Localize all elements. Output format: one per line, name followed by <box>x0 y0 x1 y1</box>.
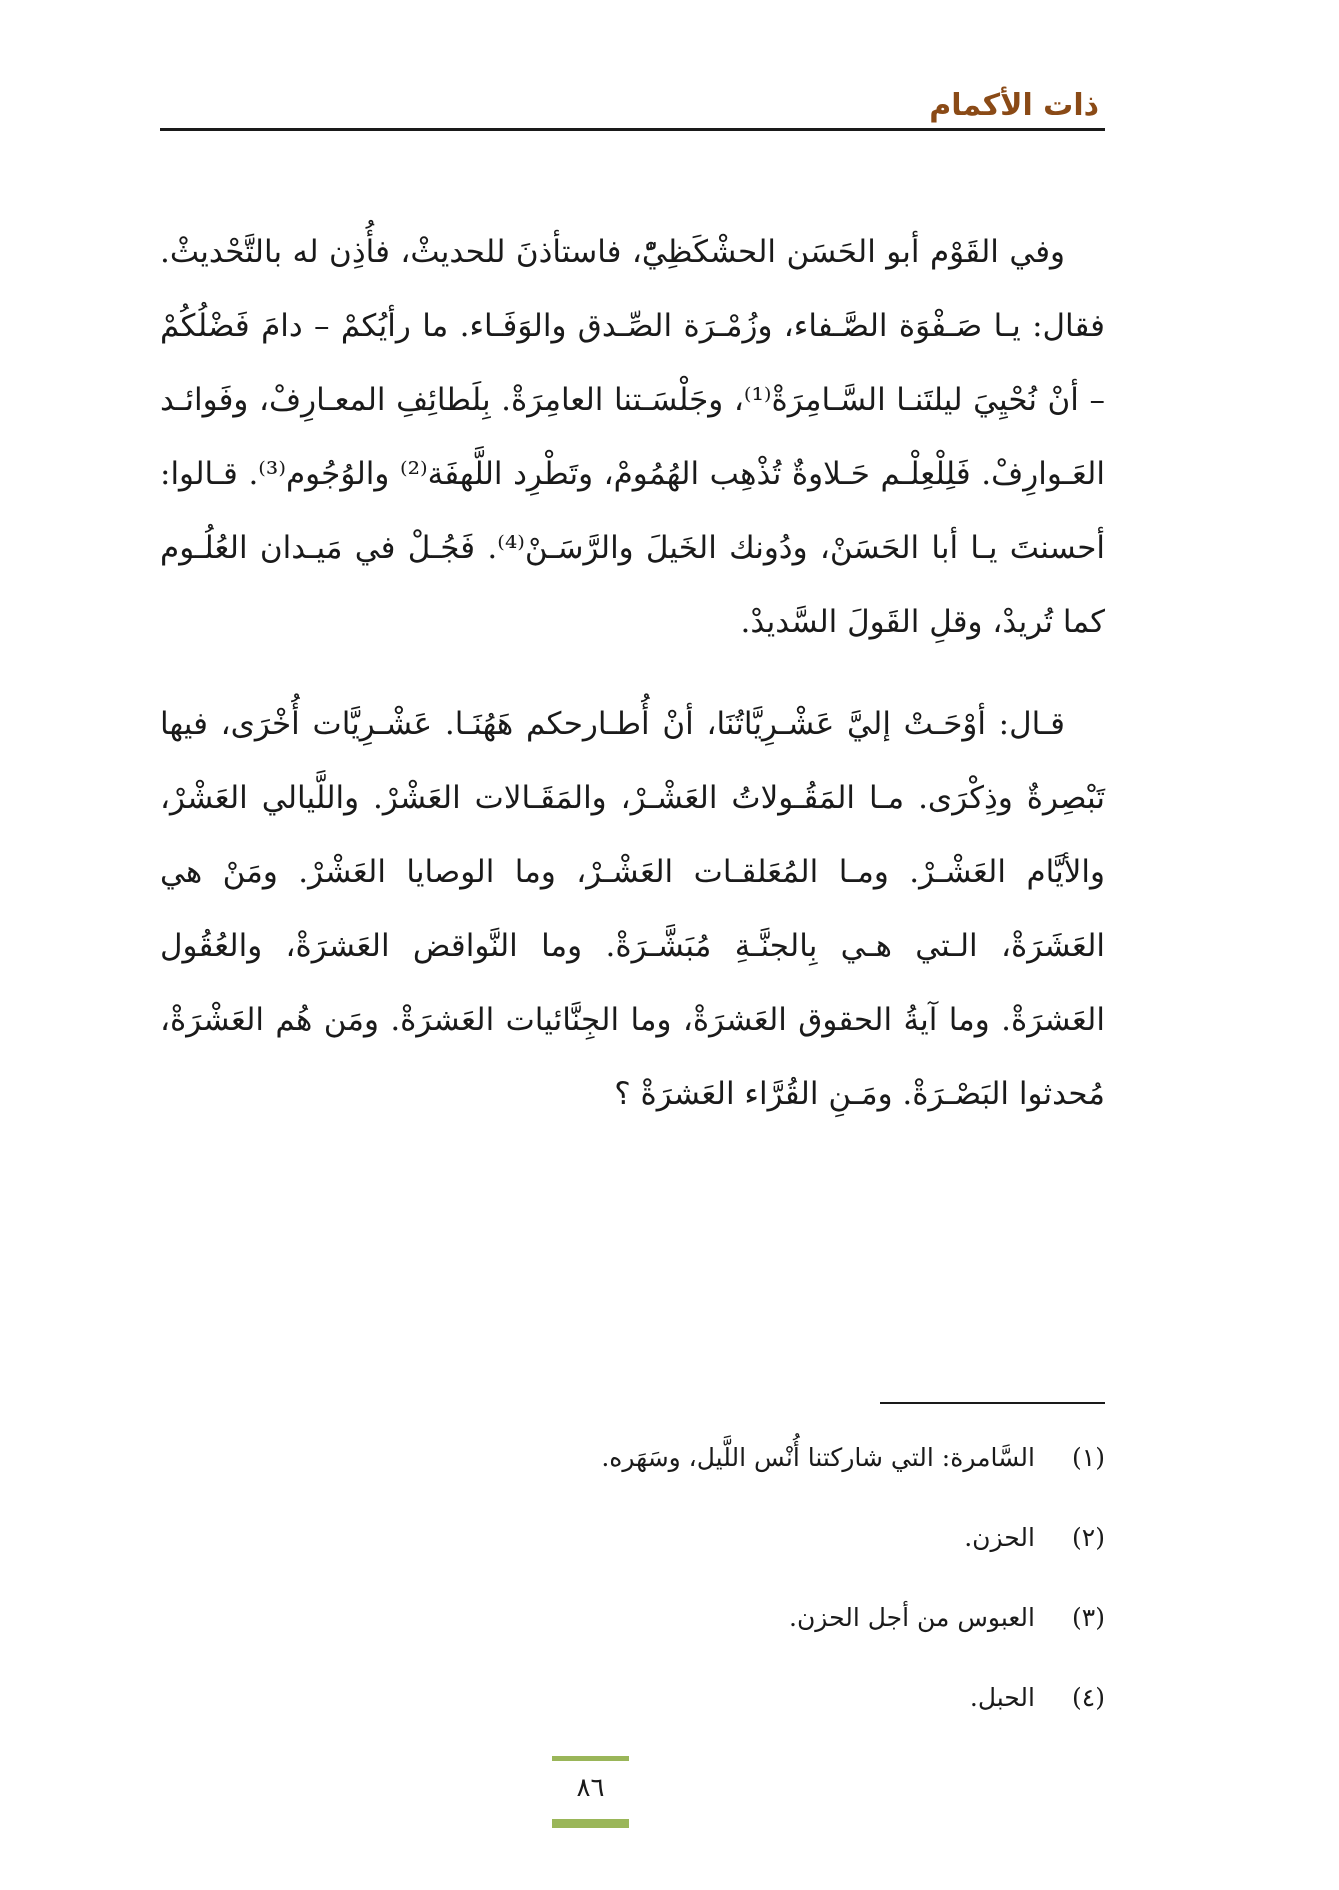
page-number-bar-bottom <box>552 1819 629 1828</box>
footnote-text: السَّامرة: التي شاركتنا أُنْس اللَّيل، وسَهَره. <box>601 1443 1035 1472</box>
header-rule <box>160 128 1105 131</box>
footnote-text: العبوس من أجل الحزن. <box>789 1603 1035 1632</box>
main-text <box>160 215 1105 1159</box>
footnote-rule <box>880 1402 1105 1404</box>
footnote <box>160 1518 1105 1558</box>
paragraph: وفي القَوْم أبو الحَسَن الحشْكَظِيّْ، فاستأذنَ للحديثْ، فأُذِن له بالتَّحْديثْ. فقال: يـا صَـفْوَة الصَّـفاء، وزُمْـرَة الصِّـدق والوَفَـاء. ما رأيُكمْ – دامَ فَضْلُكُمْ – أنْ نُحْيِيَ ليلتَنـا السَّـامِرَةْ⁽¹⁾، وجَلْسَـتنا العامِرَةْ. بِلَطائِفِ المعـارِفْ، وفَوائـد العَـوارِفْ. فَلِلْعِلْـم حَـلاوةٌ تُذْهِب الهُمُومْ، وتَطْرِد اللَّهفَة⁽²⁾ والوُجُوم⁽³⁾. قـالوا: أحسنتَ يـا أبا الحَسَنْ، ودُونك الخَيلَ والرَّسَـنْ⁽⁴⁾. فَجُـلْ في مَيـدان العُلُـوم كما تُريدْ، وقلِ القَولَ السَّديدْ. <box>160 234 1105 640</box>
footnote <box>160 1598 1105 1638</box>
running-title: ذات الأكمام <box>929 88 1099 123</box>
footnote-text: الحزن. <box>964 1523 1035 1552</box>
footnote-number: (٢) <box>1072 1523 1105 1552</box>
page-number: ٨٦ <box>576 1773 605 1803</box>
footnote <box>160 1438 1105 1478</box>
footnote-number: (٣) <box>1072 1603 1105 1632</box>
paragraph: قـال: أوْحَـتْ إليَّ عَشْـرِيَّاتُنَا، أنْ أُطـارحكم هَهُنَـا. عَشْـرِيَّات أُخْرَى، فيها تَبْصِرةٌ وذِكْرَى. مـا المَقُـولاتُ العَشْـرْ، والمَقَـالات العَشْرْ. واللَّيالي العَشْرْ، والأيَّام العَشْـرْ. ومـا المُعَلقـات العَشْـرْ، وما الوصايا العَشْرْ. ومَنْ هي العَشَرَةْ، الـتي هـي بِالجنَّـةِ مُبَشَّـرَةْ. وما النَّواقض العَشرَةْ، والعُقُول العَشرَةْ. وما آيةُ الحقوق العَشرَةْ، وما الجِنَّائيات العَشرَةْ. ومَن هُم العَشْرَةْ، مُحدثوا البَصْـرَةْ. ومَـنِ القُرَّاء العَشرَةْ ؟ <box>160 706 1105 1112</box>
footnote <box>160 1678 1105 1718</box>
footnote-text: الحبل. <box>969 1683 1035 1712</box>
page-number-bar-top <box>552 1756 629 1761</box>
footnotes <box>160 1438 1105 1758</box>
footnote-number: (١) <box>1072 1443 1105 1472</box>
footnote-number: (٤) <box>1072 1683 1105 1712</box>
